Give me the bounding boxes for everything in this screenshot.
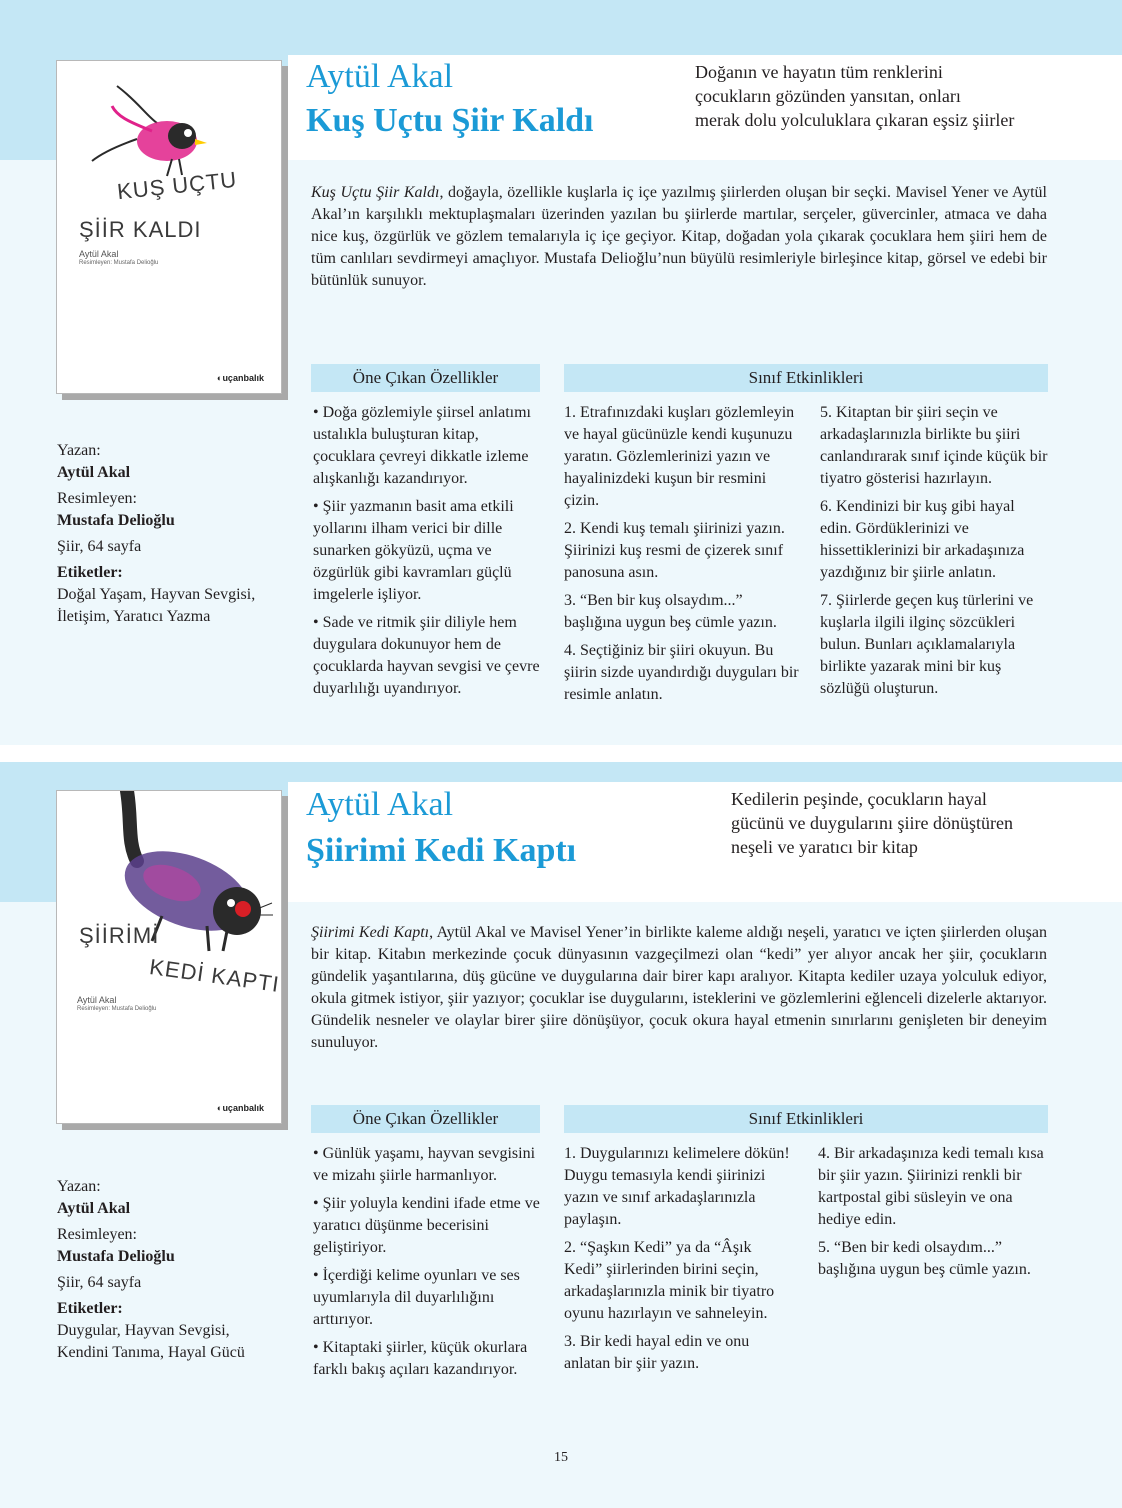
features-list xyxy=(313,402,541,706)
activity-item: 3. Bir kedi hayal edin ve onu anlatan bir şiir yazın. xyxy=(564,1333,750,1372)
cover-author: Aytül Akal xyxy=(79,249,119,259)
tagline-line: Doğanın ve hayatın tüm renklerini xyxy=(695,62,943,82)
cover-illustrator: Resimleyen: Mustafa Delioğlu xyxy=(79,260,159,266)
description-text: , Aytül Akal ve Mavisel Yener’in birlikte kaleme aldığı neşeli, yaratıcı ve içten şiirlerden oluşan bir kitap. Kitabın merkezinde çocuk dünyasının vazgeçilmezi olan “kedi” yer alıyor ancak her şiir, çocukların gündelik yaşantılarına, düş gücüne ve duygularına dair birer kapı aralıyor. Kitapta kediler uzaya yolculuk ediyor, okula gitmek istiyor, şiir yazıyor; çocuklar ise duygularını, isteklerini ve gözlemlerini eğlenceli dizelerle aktarıyor. Gündelik nesneler ve olaylar birer şiire dönüşüyor, çocuk okura hayal etmenin sınırlarını genişleten bir deneyim sunuluyor. xyxy=(311,924,1048,1051)
activity-item: 3. “Ben bir kuş olsaydım...” başlığına uygun beş cümle yazın. xyxy=(564,592,777,631)
book-section-1 xyxy=(0,0,1122,745)
illustrator-label: Resimleyen: xyxy=(57,1226,137,1243)
feature-item: • Şiir yazmanın basit ama etkili yollarını ilham verici bir dille sunarken gökyüzü, uçma ve özgürlük gibi kavramları güçlü imgelerle işliyor. xyxy=(313,498,514,603)
cover-author: Aytül Akal xyxy=(77,995,117,1005)
activity-item: 2. Kendi kuş temalı şiirinizi yazın. Şiirinizi kuş resmi de çizerek sınıf panosuna asın. xyxy=(564,520,785,581)
tags-label: Etiketler: xyxy=(57,564,123,581)
features-header: Öne Çıkan Özellikler xyxy=(311,1105,540,1133)
tagline-line: gücünü ve duygularını şiire dönüştüren xyxy=(731,813,1013,833)
feature-item: • İçerdiği kelime oyunları ve ses uyumlarıyla dil duyarlılığını arttırıyor. xyxy=(313,1267,520,1328)
activities-header: Sınıf Etkinlikleri xyxy=(564,364,1048,392)
feature-item: • Sade ve ritmik şiir diliyle hem duygulara dokunuyor hem de çocuklarda hayvan sevgisi ve çevre duyarlılığı uyandırıyor. xyxy=(313,614,540,697)
activities-column-1 xyxy=(564,402,802,712)
publisher-logo xyxy=(217,373,264,383)
genre-pages: Şiir, 64 sayfa xyxy=(57,538,142,555)
book-meta xyxy=(57,440,267,628)
author-label: Yazan: xyxy=(57,1178,101,1195)
feature-item: • Şiir yoluyla kendini ifade etme ve yaratıcı düşünme becerisini geliştiriyor. xyxy=(313,1195,540,1256)
publisher-name: uçanbalık xyxy=(222,373,264,383)
tagline-line: çocukların gözünden yansıtan, onları xyxy=(695,86,961,106)
fish-icon: ◐ xyxy=(217,1103,223,1113)
tags-label: Etiketler: xyxy=(57,1300,123,1317)
book-author-heading: Aytül Akal xyxy=(306,786,454,823)
feature-item: • Doğa gözlemiyle şiirsel anlatımı ustalıkla buluşturan kitap, çocuklara çevreyi dikkatle izleme alışkanlığı kazandırıyor. xyxy=(313,404,531,487)
activity-item: 1. Duygularınızı kelimelere dökün! Duygu temasıyla kendi şiirinizi yazın ve sınıf arkadaşlarınızla paylaşın. xyxy=(564,1145,790,1228)
book-cover xyxy=(56,60,282,394)
activity-item: 5. Kitaptan bir şiiri seçin ve arkadaşlarınızla birlikte bu şiiri canlandırarak sınıf içinde küçük bir tiyatro gösterisi hazırlayın. xyxy=(820,404,1048,487)
activity-item: 7. Şiirlerde geçen kuş türlerini ve kuşlarla ilgili ilginç sözcükleri bulun. Bunları açıklamalarıyla birlikte yazarak mini bir kuş sözlüğü oluşturun. xyxy=(820,592,1034,697)
cover-title-line-1: ŞİİRİMİ xyxy=(79,923,160,948)
book-tagline xyxy=(695,60,1014,132)
page-number: 15 xyxy=(554,1450,568,1465)
fish-icon: ◐ xyxy=(217,373,223,383)
cover-title-line-2: KEDİ KAPTI xyxy=(147,954,282,998)
book-section-2 xyxy=(0,762,1122,1508)
tagline-line: Kedilerin peşinde, çocukların hayal xyxy=(731,789,987,809)
activities-column-2 xyxy=(820,402,1048,706)
book-title-heading: Şiirimi Kedi Kaptı xyxy=(306,832,577,869)
illustrator-name: Mustafa Delioğlu xyxy=(57,1248,175,1265)
feature-item: • Kitaptaki şiirler, küçük okurlara farklı bakış açıları kazandırıyor. xyxy=(313,1339,528,1378)
cover-title-line-1: KUŞ UÇTU xyxy=(115,166,239,205)
activity-item: 4. Seçtiğiniz bir şiiri okuyun. Bu şiirin sizde uyandırdığı duyguları bir resimle anlatın. xyxy=(564,642,799,703)
book-cover xyxy=(56,790,282,1124)
activity-item: 2. “Şaşkın Kedi” ya da “Âşık Kedi” şiirlerinden birini seçin, arkadaşlarınızla minik bir tiyatro oyunu hazırlayın ve sahneleyin. xyxy=(564,1239,775,1322)
illustrator-name: Mustafa Delioğlu xyxy=(57,512,175,529)
tags-value: Doğal Yaşam, Hayvan Sevgisi, İletişim, Yaratıcı Yazma xyxy=(57,586,256,625)
book-tagline xyxy=(731,787,1013,859)
description-title: Şiirimi Kedi Kaptı xyxy=(311,924,430,941)
description-title: Kuş Uçtu Şiir Kaldı xyxy=(311,184,440,201)
activity-item: 4. Bir arkadaşınıza kedi temalı kısa bir şiir yazın. Şiirinizi renkli bir kartpostal gibi süsleyin ve ona hediye edin. xyxy=(818,1145,1044,1228)
book-description xyxy=(311,922,1047,1054)
publisher-name: uçanbalık xyxy=(222,1103,264,1113)
tagline-line: neşeli ve yaratıcı bir kitap xyxy=(731,837,918,857)
activities-column-1 xyxy=(564,1143,792,1381)
tags-value: Duygular, Hayvan Sevgisi, Kendini Tanıma, Hayal Gücü xyxy=(57,1322,245,1361)
publisher-logo xyxy=(217,1103,264,1113)
author-name: Aytül Akal xyxy=(57,1200,131,1217)
illustrator-label: Resimleyen: xyxy=(57,490,137,507)
activity-item: 5. “Ben bir kedi olsaydım...” başlığına uygun beş cümle yazın. xyxy=(818,1239,1031,1278)
features-header: Öne Çıkan Özellikler xyxy=(311,364,540,392)
cover-title-line-2: ŞİİR KALDI xyxy=(79,217,202,242)
author-label: Yazan: xyxy=(57,442,101,459)
book-description xyxy=(311,182,1047,292)
tagline-line: merak dolu yolculuklara çıkaran eşsiz şiirler xyxy=(695,110,1015,130)
activity-item: 1. Etrafınızdaki kuşları gözlemleyin ve hayal gücünüzle kendi kuşunuzu yaratın. Gözlemlerinizi yazın ve hayalinizdeki kuşun bir resmini çizin. xyxy=(564,404,795,509)
author-name: Aytül Akal xyxy=(57,464,131,481)
book-author-heading: Aytül Akal xyxy=(306,58,454,95)
activities-column-2 xyxy=(818,1143,1048,1287)
description-text: , doğayla, özellikle kuşlarla iç içe yazılmış şiirlerden oluşan bir seçki. Mavisel Yener ve Aytül Akal’ın karşılıklı mektuplaşmaları üzerinden yazılan bu şiirlerde martılar, serçeler, güvercinler, atmaca ve daha nice kuş, özgürlük ve gözlem temalarıyla iç içe geçiyor. Kitap, doğadan yola çıkarak çocuklara hem şiiri hem de tüm canlıları sevdirmeyi amaçlıyor. Mustafa Delioğlu’nun büyülü resimleriyle birleşince kitap, görsel ve edebi bir bütünlük sunuyor. xyxy=(311,184,1047,289)
genre-pages: Şiir, 64 sayfa xyxy=(57,1274,142,1291)
cover-illustrator: Resimleyen: Mustafa Delioğlu xyxy=(77,1006,157,1012)
activity-item: 6. Kendinizi bir kuş gibi hayal edin. Gördüklerinizi ve hissettiklerinizi bir arkadaşınıza yazdığınız bir şiirle anlatın. xyxy=(820,498,1025,581)
book-meta xyxy=(57,1176,267,1364)
feature-item: • Günlük yaşamı, hayvan sevgisini ve mizahı şiirle harmanlıyor. xyxy=(313,1145,536,1184)
activities-header: Sınıf Etkinlikleri xyxy=(564,1105,1048,1133)
book-title-heading: Kuş Uçtu Şiir Kaldı xyxy=(306,102,594,139)
features-list xyxy=(313,1143,541,1387)
